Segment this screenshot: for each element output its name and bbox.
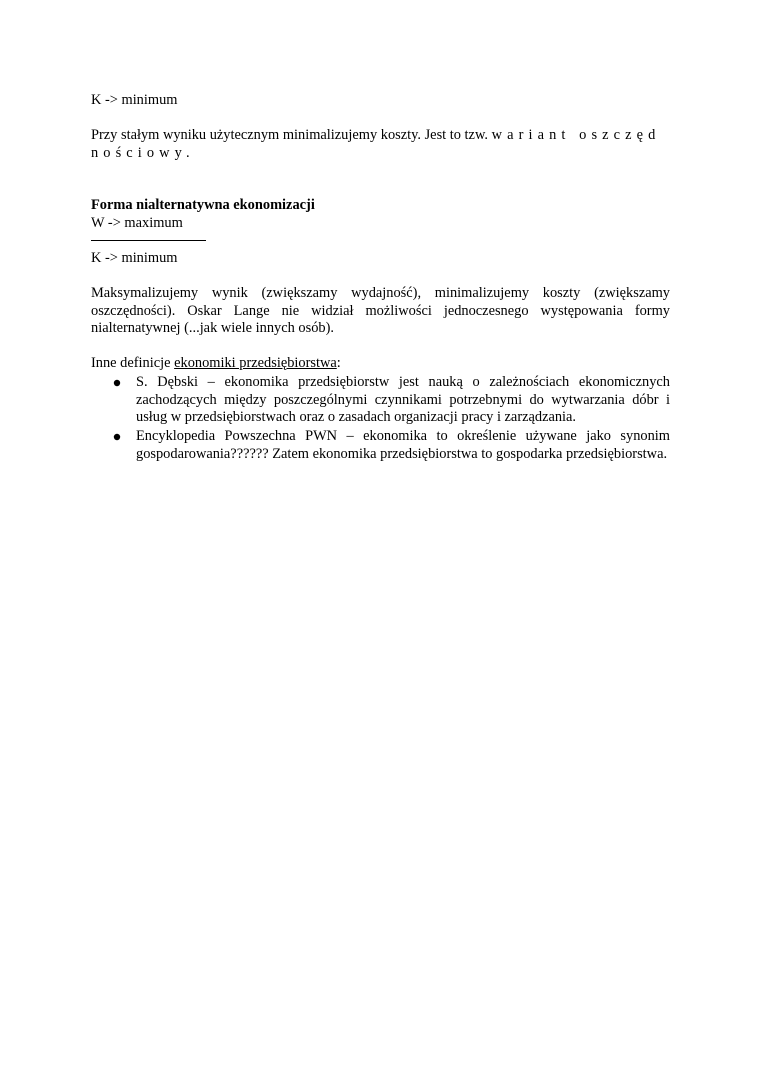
definitions-link[interactable]: ekonomiki przedsiębiorstwa	[174, 355, 337, 371]
definitions-intro-text: Inne definicje	[91, 355, 175, 371]
formula-w-maximum: W -> maximum	[91, 215, 183, 231]
paragraph-savings-text: Przy stałym wyniku użytecznym minimalizujemy koszty. Jest to tzw.	[91, 127, 492, 143]
paragraph-maximize: Maksymalizujemy wynik (zwiększamy wydajność), minimalizujemy koszty (zwiększamy oszczędności). Oskar Lange nie widział możliwości jednoczesnego występowania formy nialternatywnej (...jak wiele innych osób).	[91, 285, 670, 337]
definitions-intro	[91, 354, 341, 372]
fraction-divider	[91, 240, 206, 241]
bullet-icon	[113, 379, 121, 387]
list-item: Encyklopedia Powszechna PWN – ekonomika to określenie używane jako synonim gospodarowania?????? Zatem ekonomika przedsiębiorstwa to gospodarka przedsiębiorstwa.	[136, 428, 670, 462]
spaced-term-part2: nościowy.	[91, 145, 195, 161]
paragraph-savings-variant-line1	[91, 126, 660, 144]
list-item: S. Dębski – ekonomika przedsiębiorstw jest nauką o zależnościach ekonomicznych zachodzących między poszczególnymi czynnikami potrzebnymi do wytwarzania dóbr i usług w przedsiębiorstwach oraz o zasadach organizacji pracy i zarządzania.	[136, 374, 670, 426]
spaced-term-part1: wariant oszczęd	[491, 127, 661, 143]
bullet-icon	[113, 433, 121, 441]
definitions-intro-suffix: :	[336, 355, 341, 371]
paragraph-savings-variant-line2	[91, 144, 195, 162]
formula-k-minimum: K -> minimum	[91, 92, 178, 108]
formula-k-minimum-2: K -> minimum	[91, 250, 178, 266]
section-heading: Forma nialternatywna ekonomizacji	[91, 197, 315, 213]
